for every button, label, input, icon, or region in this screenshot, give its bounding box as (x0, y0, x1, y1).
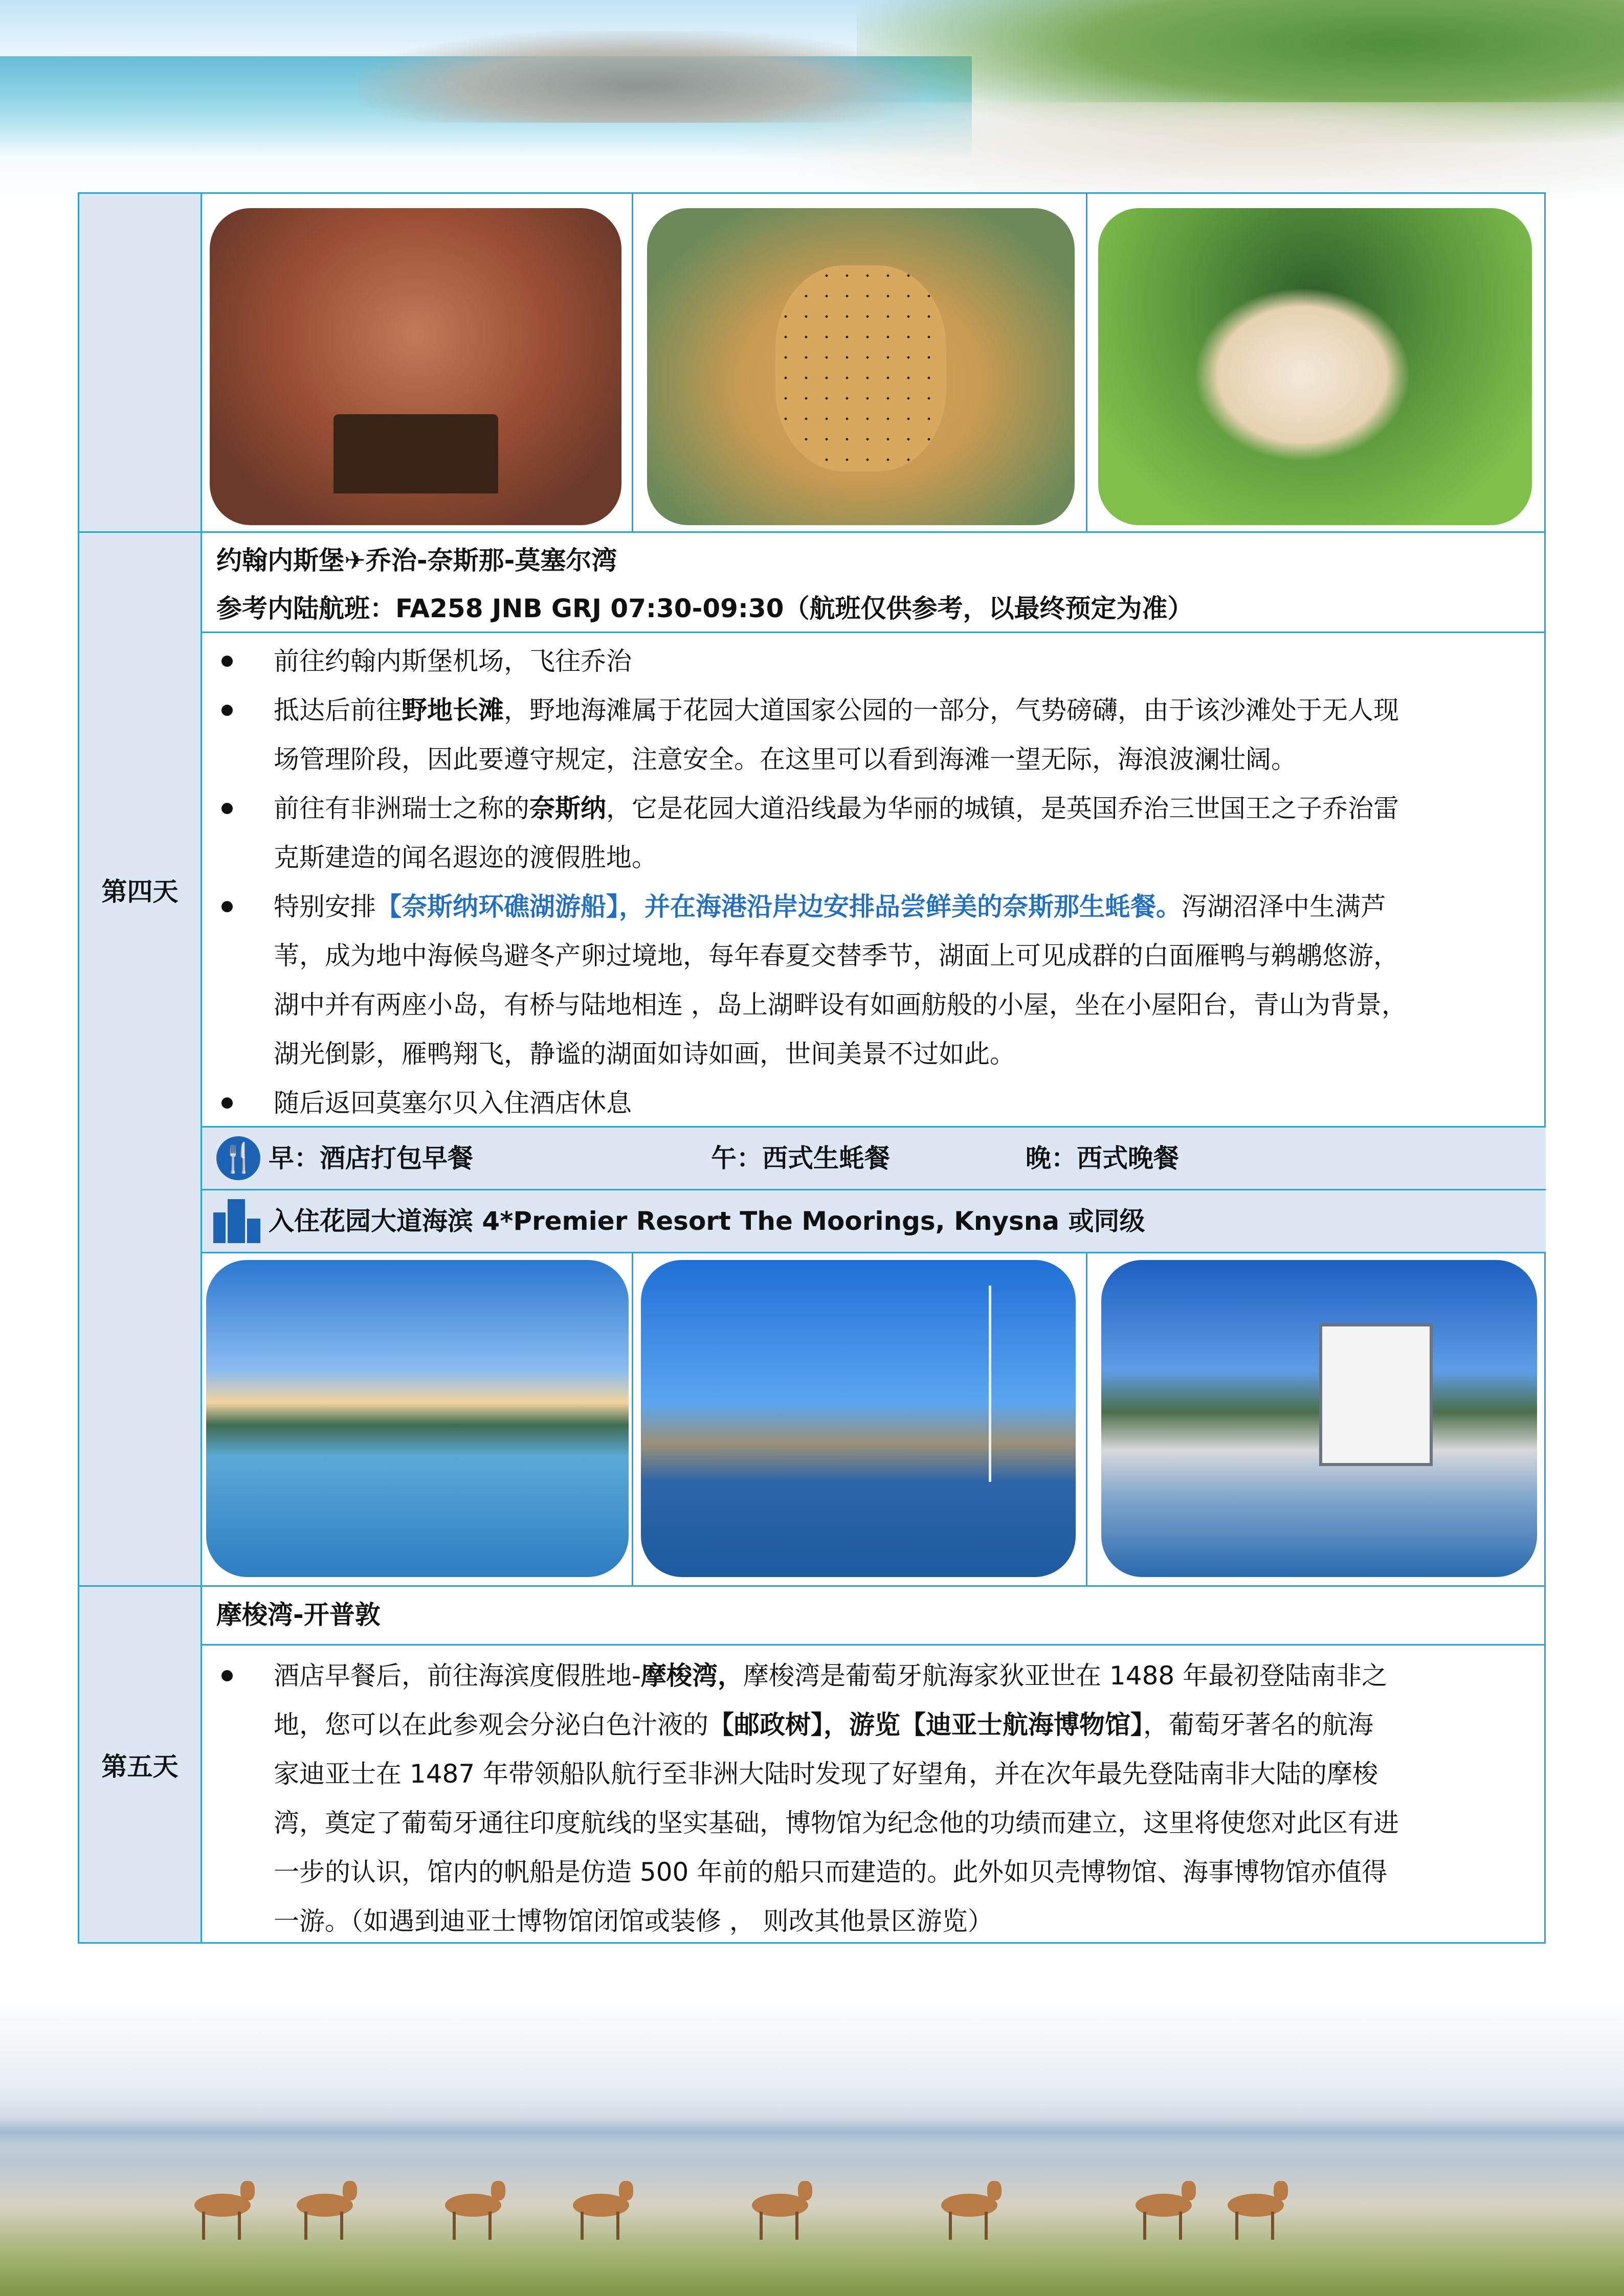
itinerary-bullet: 前往约翰内斯堡机场，飞往乔治 (274, 646, 632, 676)
day-route-title: 摩梭湾-开普敦 (216, 1600, 381, 1630)
itinerary-bullet-cont: 苇，成为地中海候鸟避冬产卵过境地，每年春夏交替季节，湖面上可见成群的白面雁鸭与鹈鹕悠游， (274, 941, 1399, 971)
bullet-icon (221, 803, 233, 814)
itinerary-paragraph-line: 湾，奠定了葡萄牙通往印度航线的坚实基础，博物馆为纪念他的功绩而建立，这里将使您对此区有进 (274, 1808, 1399, 1838)
day-label-cell (79, 194, 202, 1585)
itinerary-bullet-cont: 湖光倒影，雁鸭翔飞，静谧的湖面如诗如画，世间美景不过如此。 (274, 1039, 1015, 1069)
itinerary-bullet-cont: 场管理阶段，因此要遵守规定，注意安全。在这里可以看到海滩一望无际，海浪波澜壮阔。 (274, 745, 1297, 774)
itinerary-bullet: 抵达后前往野地长滩，野地海滩属于花园大道国家公园的一部分，气势磅礴，由于该沙滩处于无人现 (274, 695, 1399, 725)
meal-breakfast: 早：酒店打包早餐 (269, 1143, 473, 1173)
itinerary-bullet: 随后返回莫塞尔贝入住酒店休息 (274, 1088, 632, 1118)
bullet-icon (221, 656, 233, 667)
day-label: 第五天 (101, 1751, 179, 1782)
knysna-harbor-photo (641, 1260, 1076, 1577)
hotel-info: 入住花园大道海滨 4*Premier Resort The Moorings, Knysna 或同级 (269, 1206, 1145, 1236)
bullet-icon (221, 705, 233, 716)
resort-hotel-photo (1101, 1260, 1537, 1577)
bullet-icon (221, 1097, 233, 1109)
meal-dinner: 晚：西式晚餐 (1026, 1143, 1179, 1173)
day-label-cell (79, 1587, 202, 1942)
day-label: 第四天 (101, 876, 179, 907)
hotel-row (202, 1190, 1546, 1252)
white-lion-photo (1098, 208, 1532, 525)
meals-row (202, 1128, 1546, 1189)
itinerary-table (78, 192, 1546, 1944)
itinerary-bullet: 前往有非洲瑞士之称的奈斯纳，它是花园大道沿线最为华丽的城镇，是英国乔治三世国王之子乔治雷 (274, 794, 1399, 823)
rock-temple-photo (210, 208, 621, 525)
itinerary-bullet-cont: 克斯建造的闻名遐迩的渡假胜地。 (274, 843, 657, 872)
bullet-icon (221, 1670, 233, 1681)
day-route-title: 约翰内斯堡✈乔治-奈斯那-莫塞尔湾 (216, 546, 617, 575)
building-icon (213, 1199, 260, 1243)
itinerary-paragraph-line: 酒店早餐后，前往海滨度假胜地-摩梭湾，摩梭湾是葡萄牙航海家狄亚世在 1488 年最初登陆南非之 (274, 1661, 1388, 1691)
fork-knife-icon: 🍴 (216, 1136, 260, 1180)
bullet-icon (221, 901, 233, 912)
itinerary-bullet: 特别安排【奈斯纳环礁湖游船】，并在海港沿岸边安排品尝鲜美的奈斯那生蚝餐。泻湖沼泽中生满芦 (274, 892, 1386, 921)
cheetah-photo (647, 208, 1075, 525)
knysna-lagoon-photo (206, 1260, 629, 1577)
itinerary-paragraph-line: 地，您可以在此参观会分泌白色汁液的【邮政树】，游览【迪亚士航海博物馆】，葡萄牙著名的航海 (274, 1710, 1373, 1740)
itinerary-bullet-cont: 湖中并有两座小岛，有桥与陆地相连 ，岛上湖畔设有如画舫般的小屋，坐在小屋阳台，青山为背景， (274, 990, 1407, 1020)
itinerary-paragraph-line: 一游。（如遇到迪亚士博物馆闭馆或装修 ， 则改其他景区游览） (274, 1906, 993, 1936)
top-banner-beach-image (0, 0, 1624, 215)
itinerary-paragraph-line: 一步的认识，馆内的帆船是仿造 500 年前的船只而建造的。此外如贝壳博物馆、海事博物馆亦值得 (274, 1857, 1388, 1887)
itinerary-paragraph-line: 家迪亚士在 1487 年带领船队航行至非洲大陆时发现了好望角，并在次年最先登陆南非大陆的摩梭 (274, 1759, 1378, 1789)
flight-info: 参考内陆航班：FA258 JNB GRJ 07:30-09:30（航班仅供参考，以最终预定为准） (216, 594, 1193, 623)
bottom-banner-savanna-image (0, 1994, 1624, 2296)
meal-lunch: 午：西式生蚝餐 (711, 1143, 890, 1173)
